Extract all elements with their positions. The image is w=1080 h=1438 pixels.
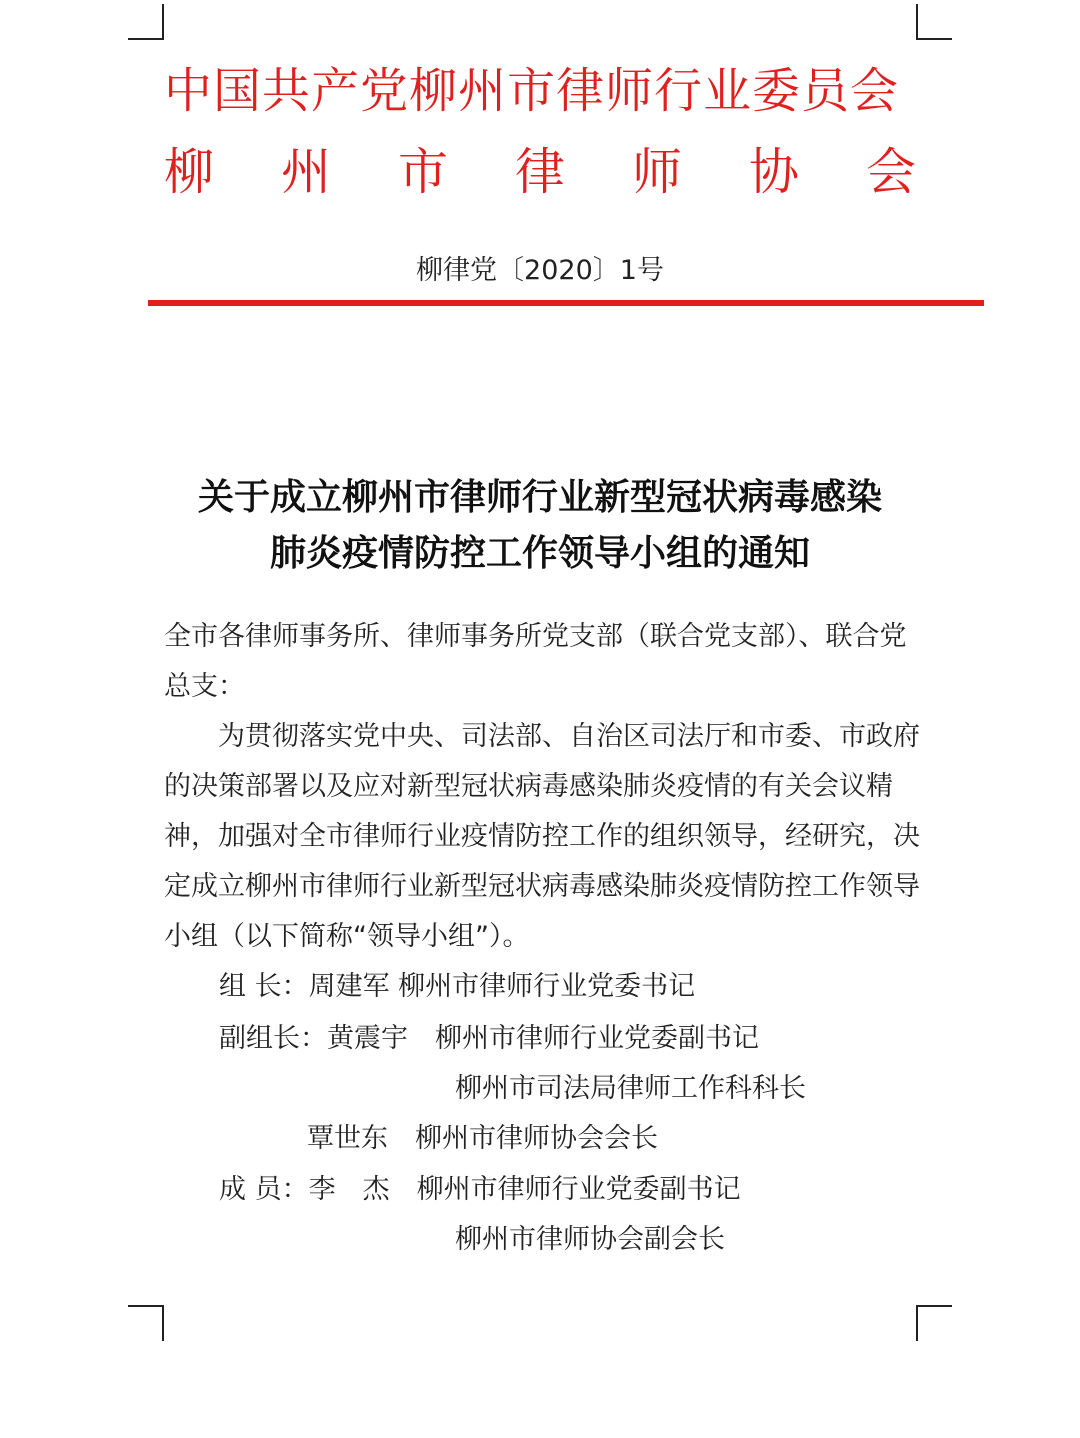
header-char: 会 <box>866 143 916 201</box>
header-char: 柳 <box>164 143 214 201</box>
header-char: 师 <box>632 143 682 201</box>
issuer-header-association <box>164 132 916 204</box>
crop-mark-bottom-right <box>916 1305 952 1341</box>
member-deputy-1-role: 柳州市司法局律师工作科科长 <box>455 1073 806 1104</box>
crop-mark-top-left <box>128 4 164 40</box>
document-title <box>140 470 940 582</box>
member-1-role: 柳州市律师协会副会长 <box>455 1224 725 1255</box>
header-char: 律 <box>515 143 565 201</box>
member-deputy-1: 副组长：黄震宇 柳州市律师行业党委副书记 <box>219 1023 759 1054</box>
issuer-header-party: 中国共产党柳州市律师行业委员会 <box>164 63 900 119</box>
red-header-rule <box>148 300 984 306</box>
body-paragraph: 为贯彻落实党中央、司法部、自治区司法厅和市委、市政府的决策部署以及应对新型冠状病毒感染肺炎疫情的有关会议精神，加强对全市律师行业疫情防控工作的组织领导，经研究，决定成立柳州市律师行业新型冠状病毒感染肺炎疫情防控工作领导小组（以下简称“领导小组”）。 <box>164 721 920 952</box>
member-leader: 组 长：周建军 柳州市律师行业党委书记 <box>219 971 696 1002</box>
header-char: 市 <box>398 143 448 201</box>
document-number: 柳律党〔2020〕1号 <box>416 255 664 286</box>
header-char: 州 <box>281 143 331 201</box>
addressee: 全市各律师事务所、律师事务所党支部（联合党支部）、联合党总支： <box>164 621 907 702</box>
title-line-2: 肺炎疫情防控工作领导小组的通知 <box>269 533 810 574</box>
crop-mark-bottom-left <box>128 1305 164 1341</box>
title-line-1: 关于成立柳州市律师行业新型冠状病毒感染 <box>197 477 882 518</box>
member-1: 成 员：李 杰 柳州市律师行业党委副书记 <box>219 1174 741 1205</box>
header-char: 协 <box>749 143 799 201</box>
crop-mark-top-right <box>916 4 952 40</box>
member-deputy-2: 覃世东 柳州市律师协会会长 <box>307 1123 658 1154</box>
